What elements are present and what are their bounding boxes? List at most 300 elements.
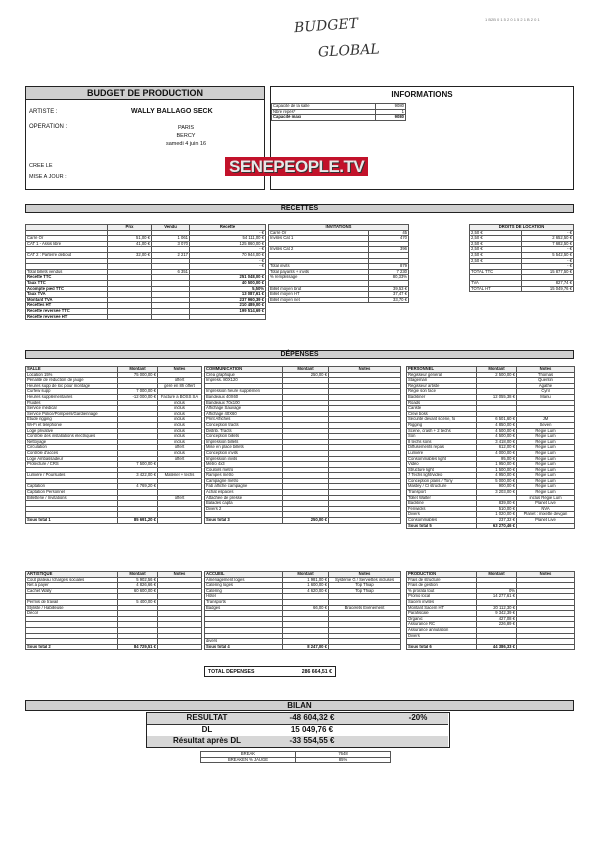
table-cell: 95,00 € xyxy=(477,456,517,462)
table-cell: 2,50 € xyxy=(470,247,522,253)
table-cell: Divers 2 xyxy=(205,506,283,512)
table-cell: Crew boss xyxy=(407,411,477,417)
droits-location-table xyxy=(469,224,574,292)
table-cell: Vidéo xyxy=(407,462,477,468)
table-cell: Badges xyxy=(205,605,283,611)
table-cell: 396 xyxy=(369,247,409,253)
table-cell xyxy=(329,518,401,524)
table-row xyxy=(269,297,409,303)
table-cell: Sous total 5 xyxy=(407,523,477,529)
table-cell: Notes xyxy=(329,572,401,578)
break-label: BREAK xyxy=(201,752,296,758)
table-cell: Sécurité devant scène, fo xyxy=(407,417,477,423)
table-cell: Scène, crash + 2 techs xyxy=(407,428,477,434)
table-cell: Fenwicks xyxy=(407,506,477,512)
info-label: Capacité maxi xyxy=(272,115,376,121)
table-cell: Protecture / CRS xyxy=(26,462,118,468)
info-table xyxy=(271,103,406,121)
table-cell: Loge privative xyxy=(26,428,118,434)
table-cell: Billet moyen net xyxy=(269,297,369,303)
table-cell: Régie Lum xyxy=(517,456,575,462)
table-cell: 2,50 € xyxy=(470,258,522,264)
table-cell: Recette xyxy=(190,225,266,231)
production-table xyxy=(406,571,575,650)
table-cell: Divers xyxy=(407,512,477,518)
table-cell: Impress. 80X120 xyxy=(205,378,283,384)
artistique-table xyxy=(25,571,202,650)
table-cell: Recette TTC xyxy=(26,275,108,281)
info-value: 1 xyxy=(376,109,406,115)
table-cell: inclus xyxy=(158,417,202,423)
table-cell: 2,50 € xyxy=(470,230,522,236)
table-cell: Attachée de presse xyxy=(205,495,283,501)
table-cell: inclus xyxy=(158,450,202,456)
table-cell: Acompte pied TTC xyxy=(26,286,108,292)
table-cell: - € xyxy=(522,264,574,270)
table-cell: Lumière / Poursuites xyxy=(26,473,118,479)
table-cell: Wi-Fi et téléphonie xyxy=(26,422,118,428)
table-cell: inclus xyxy=(158,439,202,445)
table-cell: Notes xyxy=(517,367,575,373)
table-cell: 3 418,00 € xyxy=(477,439,517,445)
table-cell: Taux TVA xyxy=(26,292,108,298)
table-cell: Couloirs métro xyxy=(205,467,283,473)
table-cell: 15 049,76 € xyxy=(522,286,574,292)
table-cell: 1 020,00 € xyxy=(477,512,517,518)
table-cell: 54 111,00 € xyxy=(190,236,266,242)
table-cell: 2,50 € xyxy=(470,236,522,242)
table-cell: Location 15% xyxy=(26,372,118,378)
table-cell: 7 500,00 € xyxy=(118,462,158,468)
bilan-row-resultat xyxy=(147,713,448,725)
bilan-value: -48 604,32 € xyxy=(289,713,335,722)
table-cell: - € xyxy=(190,264,266,270)
table-cell: Carré Or xyxy=(269,230,369,236)
table-cell: Backliner xyxy=(407,394,477,400)
table-cell: 39,53 € xyxy=(369,286,409,292)
table-cell xyxy=(329,644,401,650)
table-cell: Sous total 1 xyxy=(26,518,118,524)
table-cell: Notes xyxy=(329,367,401,373)
table-cell: 510,00 € xyxy=(477,506,517,512)
total-depenses-label: TOTAL DEPENSES xyxy=(208,669,255,675)
table-cell: JM xyxy=(517,417,575,423)
table-cell: Captation Personnel xyxy=(26,490,118,496)
table-cell: - € xyxy=(190,230,266,236)
table-cell: DROITS DE LOCATION xyxy=(470,225,574,231)
table-cell: Promo local xyxy=(407,594,477,600)
info-label: Capacité de la salle xyxy=(272,104,376,110)
subtotal-row xyxy=(26,644,202,650)
table-cell: Service Police/Pompiers/Gardiennage xyxy=(26,411,118,417)
table-cell: Divers xyxy=(407,633,477,639)
table-cell: 125 860,00 € xyxy=(190,241,266,247)
table-cell: Roads xyxy=(407,400,477,406)
table-cell: Planet : mixette devgan xyxy=(517,512,575,518)
communication-table xyxy=(204,366,401,524)
table-cell: Distrib. Tracts xyxy=(205,428,283,434)
table-cell: Impression heure supplémen xyxy=(205,389,283,395)
table-cell: Backline xyxy=(407,501,477,507)
table-cell: 4 620,00 € xyxy=(283,588,329,594)
table-cell: Montant TVA xyxy=(26,297,108,303)
table-cell: Circulation xyxy=(26,445,118,451)
table-cell: Organic xyxy=(407,616,477,622)
table-cell: Sous total 6 xyxy=(407,644,477,650)
table-cell: Créa graphique xyxy=(205,372,283,378)
table-cell: 250,00 € xyxy=(283,518,329,524)
table-cell: Cachet Wally xyxy=(26,588,118,594)
table-cell: CAT 1 - Assis libre xyxy=(26,241,108,247)
bilan-label: RESULTAT xyxy=(186,713,228,722)
table-cell: 45 xyxy=(369,230,409,236)
table-cell: Fab affiche campagne xyxy=(205,484,283,490)
table-cell: NVA xyxy=(517,506,575,512)
table-cell: 250,00 € xyxy=(283,372,329,378)
table-cell: Campagne métro xyxy=(205,478,283,484)
table-cell: CAT 2 : Parterre debout xyxy=(26,252,108,258)
table-cell: 60 600,00 € xyxy=(118,588,158,594)
table-header-row xyxy=(407,572,575,578)
table-cell: Conception billets xyxy=(205,434,283,440)
table-cell: Montant xyxy=(283,572,329,578)
table-cell: 7 Techs light/vidéo xyxy=(407,473,477,479)
artist-label: ARTISTE : xyxy=(29,109,58,115)
table-cell: Montant Sacem HT xyxy=(407,605,477,611)
table-cell: 3 203,00 € xyxy=(477,490,517,496)
salle-table xyxy=(25,366,202,524)
table-cell: Aménagement loges xyxy=(205,577,283,583)
table-cell: 75 000,00 € xyxy=(118,372,158,378)
bilan-label: DL xyxy=(201,724,213,734)
recettes-main-table xyxy=(25,224,266,320)
table-cell: 5 902,56 € xyxy=(118,577,158,583)
table-cell: 20 112,30 € xyxy=(477,605,517,611)
table-cell: Mise en place billets xyxy=(205,445,283,451)
table-cell: 612,00 € xyxy=(477,445,517,451)
table-cell: 4 000,00 € xyxy=(477,450,517,456)
table-cell: Régie Lum xyxy=(517,450,575,456)
table-cell: Total payants + invits xyxy=(269,269,369,275)
table-cell: 15 877,50 € xyxy=(522,269,574,275)
table-cell: 1 600,00 € xyxy=(283,583,329,589)
table-cell: Net à payer xyxy=(26,583,118,589)
table-cell: Son xyxy=(407,434,477,440)
table-cell: Affichage 40X60 xyxy=(205,411,283,417)
table-cell: 6 501,60 € xyxy=(477,417,517,423)
table-cell: - € xyxy=(522,230,574,236)
table-cell xyxy=(158,518,202,524)
bilan-panel xyxy=(146,712,450,748)
table-cell: Conception plans / Tony xyxy=(407,478,477,484)
table-cell: 199 514,69 € xyxy=(190,308,266,314)
recettes-header: RECETTES xyxy=(25,204,574,213)
table-cell: 40 500,00 € xyxy=(190,280,266,286)
table-cell: Invités Cat 2 xyxy=(269,247,369,253)
table-cell: offert xyxy=(158,495,202,501)
table-cell: Tollet Walter xyxy=(407,495,477,501)
table-cell: Total billets vendus xyxy=(26,269,108,275)
table-cell: Seven xyxy=(517,422,575,428)
page-title: BUDGET DE PRODUCTION xyxy=(25,86,265,100)
table-cell: Top Thiap xyxy=(329,583,401,589)
table-cell: Transports xyxy=(205,599,283,605)
handwritten-note-line2: GLOBAL xyxy=(317,41,381,61)
table-cell: Balades capta xyxy=(205,501,283,507)
table-cell: Consommables light xyxy=(407,456,477,462)
bilan-row-apres-dl xyxy=(147,736,448,747)
depenses-header: DÉPENSES xyxy=(25,350,574,359)
table-cell: 839,00 € xyxy=(477,501,517,507)
table-cell: Métro 4x3 xyxy=(205,462,283,468)
break-jauge-value: 85% xyxy=(296,757,391,763)
table-cell: Régie Lum xyxy=(517,439,575,445)
table-cell: Montant xyxy=(118,367,158,373)
table-cell: Fluides xyxy=(26,400,118,406)
table-cell: 1 061 xyxy=(152,236,190,242)
table-cell: offert xyxy=(158,456,202,462)
table-cell: Lumière xyxy=(407,450,477,456)
table-cell: Catering xyxy=(205,588,283,594)
table-cell: 32,00 € xyxy=(108,252,152,258)
table-cell: 12 055,38 € xyxy=(477,394,517,400)
total-depenses-value: 286 664,51 € xyxy=(301,669,332,675)
table-cell: inclus Régie Lum xyxy=(517,495,575,501)
table-cell: ARTISTIQUE xyxy=(26,572,118,578)
table-cell: Coût plateau /charges sociales xyxy=(26,577,118,583)
table-cell: Montant xyxy=(477,367,517,373)
table-cell: Styliste / Habilleuse xyxy=(26,605,118,611)
table-cell: 470 xyxy=(369,236,409,242)
table-cell xyxy=(517,523,575,529)
table-cell: Régie Lum xyxy=(517,428,575,434)
subtotal-row xyxy=(26,518,202,524)
table-cell: Taux TTC xyxy=(26,280,108,286)
table-cell: 37,47 € xyxy=(369,292,409,298)
table-cell: Régie Lum xyxy=(517,484,575,490)
table-cell: 4 826,66 € xyxy=(118,583,158,589)
table-cell: Recette reversée HT xyxy=(26,314,108,320)
created-label: CREE LE xyxy=(29,163,53,169)
table-cell: 2 652,50 € xyxy=(522,236,574,242)
artist-name: WALLY BALLAGO SECK xyxy=(131,108,213,115)
table-cell: Structure light xyxy=(407,467,477,473)
table-cell xyxy=(152,314,190,320)
total-depenses-box xyxy=(204,666,336,677)
table-cell: 2 217 xyxy=(152,252,190,258)
table-cell: Recettes HT xyxy=(26,303,108,309)
table-cell: Sacem invités xyxy=(407,599,477,605)
table-cell: 14 277,61 € xyxy=(477,594,517,600)
table-cell: Impression billets xyxy=(205,439,283,445)
table-cell: offert xyxy=(158,378,202,384)
table-cell: Système G / Serviettes incluses xyxy=(329,577,401,583)
break-value: 7648 xyxy=(296,752,391,758)
table-cell xyxy=(108,314,152,320)
operation-city: PARIS xyxy=(177,125,195,131)
operation-date: samedi 4 juin 16 xyxy=(165,141,207,147)
table-cell: 85 691,20 € xyxy=(118,518,158,524)
subtotal-row xyxy=(407,644,575,650)
table-cell: inclus xyxy=(158,422,202,428)
table-cell: 13 087,61 € xyxy=(190,292,266,298)
table-cell: 1 950,00 € xyxy=(477,462,517,468)
table-cell: 4 500,00 € xyxy=(477,434,517,440)
table-cell: Quentin xyxy=(517,378,575,384)
table-cell: Contrôle d'accès xyxy=(26,450,118,456)
table-cell: Agathe xyxy=(517,383,575,389)
table-cell: Régie Lum xyxy=(517,467,575,473)
table-cell: Décor xyxy=(26,611,118,617)
table-cell: 8 247,00 € xyxy=(283,644,329,650)
table-cell: Consommables xyxy=(407,518,477,524)
table-cell: ACCUEIL xyxy=(205,572,283,578)
table-cell: Etude rigging xyxy=(26,417,118,423)
table-cell: Mastey / Cl structure xyxy=(407,484,477,490)
table-cell: Régie Lum xyxy=(517,490,575,496)
table-cell: 7 230 xyxy=(369,269,409,275)
table-cell: inclus xyxy=(158,411,202,417)
table-row xyxy=(470,286,574,292)
table-cell: Frais de structure xyxy=(407,577,477,583)
table-cell: Catering loges xyxy=(205,583,283,589)
table-cell: 900,00 € xyxy=(477,484,517,490)
break-jauge-label: BREAKEN % JAUGE xyxy=(201,757,296,763)
table-cell: Pénalité de réduction de jauge xyxy=(26,378,118,384)
table-cell: 251 048,00 € xyxy=(190,275,266,281)
table-cell: Contrôle des installations électriques xyxy=(26,434,118,440)
table-cell: 41,00 € xyxy=(108,241,152,247)
table-cell: Cyril xyxy=(517,389,575,395)
operation-venue: BERCY xyxy=(176,133,196,139)
table-cell: TOTAL TTC xyxy=(470,269,522,275)
table-cell: 0% xyxy=(477,588,517,594)
table-cell: 226,89 € xyxy=(477,622,517,628)
table-cell: 2,50 € xyxy=(470,241,522,247)
table-cell: 2 500,00 € xyxy=(477,372,517,378)
table-cell: inclus xyxy=(158,428,202,434)
table-cell: 33,70 € xyxy=(369,297,409,303)
table-cell: - € xyxy=(522,247,574,253)
table-cell: Bracelets Evènement xyxy=(329,605,401,611)
table-cell: Notes xyxy=(158,367,202,373)
table-cell: 70 944,00 € xyxy=(190,252,266,258)
table-cell: Régie Lum xyxy=(517,473,575,479)
table-cell: Régisseur général xyxy=(407,372,477,378)
table-cell: 210 489,00 € xyxy=(190,303,266,309)
invitations-table xyxy=(268,224,409,303)
table-cell: 8 techs sons xyxy=(407,439,477,445)
table-cell: Billet moyen brut xyxy=(269,286,369,292)
table-cell: Bandeaux 40X60 xyxy=(205,394,283,400)
updated-label: MISE A JOUR : xyxy=(29,174,67,180)
table-cell: 80,33% xyxy=(369,275,409,281)
table-cell: 4 500,00 € xyxy=(477,428,517,434)
table-cell: géré en 8h offert xyxy=(158,383,202,389)
table-cell: 51,00 € xyxy=(108,236,152,242)
table-cell: Thomas xyxy=(517,372,575,378)
table-cell: Planet Live xyxy=(517,518,575,524)
table-cell: Loge Ambassadeur xyxy=(26,456,118,462)
table-cell: Hôtel xyxy=(205,594,283,600)
table-cell: Planet Live xyxy=(517,501,575,507)
table-cell xyxy=(517,644,575,650)
document-reference: 1 B2B 0 1 5 2 0 1 5 2 1 B 2 0 1 xyxy=(485,17,540,22)
table-cell: Nettoyage xyxy=(26,439,118,445)
bilan-value: 15 049,76 € xyxy=(290,724,334,734)
table-cell: 5 000,00 € xyxy=(477,478,517,484)
table-cell: 827,74 € xyxy=(522,280,574,286)
table-cell: offert xyxy=(158,445,202,451)
table-cell: 427,08 € xyxy=(477,616,517,622)
table-cell: Régisseur artiste xyxy=(407,383,477,389)
table-cell: Rampes métro xyxy=(205,473,283,479)
table-cell: divers xyxy=(205,639,283,645)
table-cell: 4 850,00 € xyxy=(477,422,517,428)
table-cell: Notes xyxy=(517,572,575,578)
table-cell: 7 682,50 € xyxy=(522,241,574,247)
table-cell: Régie Lum xyxy=(517,462,575,468)
table-cell: Heures supplémentaires xyxy=(26,394,118,400)
table-cell: Stageman xyxy=(407,378,477,384)
bilan-label: Résultat après DL xyxy=(172,736,242,745)
table-cell: Recette reversée TTC xyxy=(26,308,108,314)
table-cell: 5,50% xyxy=(190,286,266,292)
table-cell: Régie Lum xyxy=(517,434,575,440)
table-cell xyxy=(158,644,202,650)
table-cell: 5 542,50 € xyxy=(522,252,574,258)
table-cell: Matériel + techs xyxy=(158,473,202,479)
bilan-value: -33 554,55 € xyxy=(289,736,335,745)
table-cell: Cariste xyxy=(407,406,477,412)
table-cell: Rigging xyxy=(407,422,477,428)
table-cell: -12 000,00 € xyxy=(118,394,158,400)
table-cell: Affichage Sauvage xyxy=(205,406,283,412)
table-cell: 3 422,00 € xyxy=(118,473,158,479)
table-cell: 66,00 € xyxy=(283,605,329,611)
table-cell: Top Thiap xyxy=(329,588,401,594)
table-cell: Transport xyxy=(407,490,477,496)
table-header-row xyxy=(407,367,575,373)
table-row xyxy=(26,314,266,320)
table-cell: Heures supp de loc pour montage xyxy=(26,383,118,389)
table-cell: Régie son face xyxy=(407,389,477,395)
table-cell: - € xyxy=(190,258,266,264)
info-value: 9080 xyxy=(376,115,406,121)
bilan-header: BILAN xyxy=(25,700,574,711)
accueil-table xyxy=(204,571,401,650)
table-cell: Assurance RC xyxy=(407,622,477,628)
senepeople-watermark xyxy=(222,156,371,178)
table-cell: Montant xyxy=(477,572,517,578)
table-cell: Conception invits xyxy=(205,450,283,456)
break-table xyxy=(200,751,391,763)
table-cell: - € xyxy=(190,247,266,253)
subtotal-row xyxy=(205,518,401,524)
info-label: Nbre repés* xyxy=(272,109,376,115)
table-cell: PERSONNEL xyxy=(407,367,477,373)
informations-title: INFORMATIONS xyxy=(391,90,453,99)
table-cell: Diffusements repas xyxy=(407,445,477,451)
table-cell: Prix xyxy=(108,225,152,231)
table-cell: Sous total 2 xyxy=(26,644,118,650)
table-cell: Service médical xyxy=(26,406,118,412)
table-cell: 237,32 € xyxy=(477,518,517,524)
table-cell: 5 400,00 € xyxy=(118,599,158,605)
table-cell: Vendu xyxy=(152,225,190,231)
table-cell: TVA xyxy=(470,280,522,286)
info-value: 9080 xyxy=(376,104,406,110)
